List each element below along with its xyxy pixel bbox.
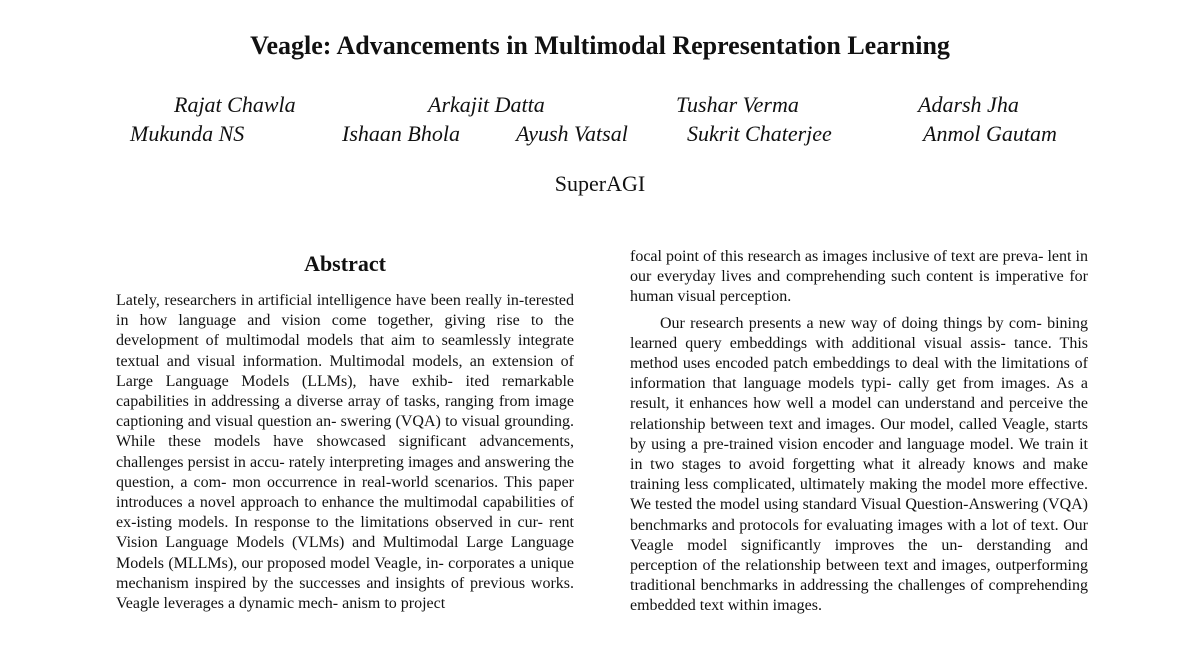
body-paragraph: focal point of this research as images inclusive of text are preva- lent in our everyday lives and comprehending such content is imperative for human visual perception.: [630, 248, 1088, 306]
author-name: Sukrit Chaterjee: [687, 121, 832, 146]
abstract-paragraph: Lately, researchers in artificial intelligence have been really in-terested in how language and vision come together, giving rise to the development of multimodal models that aim to seamlessly integrate textual and visual information. Multimodal models, an extension of Large Language Models (LLMs), have exhib- ited remarkable capabilities in addressing a diverse array of tasks, ranging from image captioning and visual question an- swering (VQA) to visual grounding. While these models have showcased significant advancements, challenges persist in accu- rately interpreting images and answering the question, a com- mon occurrence in real-world scenarios. This paper introduces a novel approach to enhance the multimodal capabilities of ex-isting models. In response to the limitations observed in cur- rent Vision Language Models (VLMs) and Multimodal Large Language Models (MLLMs), our proposed model Veagle, in- corporates a unique mechanism inspired by the successes and insights of previous works. Veagle leverages a dynamic mech- anism to project: [116, 292, 574, 613]
author-name: Ayush Vatsal: [516, 121, 628, 146]
paper-title: Veagle: Advancements in Multimodal Representation Learning: [250, 31, 950, 60]
author-name: Rajat Chawla: [174, 92, 296, 117]
author-name: Tushar Verma: [676, 92, 799, 117]
right-column-body: [630, 247, 1088, 617]
abstract-heading: Abstract: [304, 251, 386, 276]
abstract-body: [116, 291, 574, 614]
author-name: Anmol Gautam: [923, 121, 1057, 146]
author-name: Arkajit Datta: [428, 92, 545, 117]
author-name: Adarsh Jha: [918, 92, 1019, 117]
author-name: Mukunda NS: [130, 121, 245, 146]
affiliation: SuperAGI: [554, 171, 646, 196]
author-name: Ishaan Bhola: [342, 121, 460, 146]
body-paragraph: Our research presents a new way of doing things by com- bining learned query embeddings with additional visual assis- tance. This method uses encoded patch embeddings to deal with the limitations of information that language models typi- cally get from images. As a result, it enhances how well a model can understand and perceive the relationship between text and images. Our model, called Veagle, starts by using a pre-trained vision encoder and language model. We train it in two stages to avoid forgetting what it already knows and make training less complicated, ultimately making the model more effective. We tested the model using standard Visual Question-Answering (VQA) benchmarks and protocols for evaluating images with a lot of text. Our Veagle model significantly improves the un- derstanding and perception of the relationship between text and images, outperforming traditional benchmarks in addressing the challenges of comprehending embedded text within images.: [630, 314, 1088, 615]
